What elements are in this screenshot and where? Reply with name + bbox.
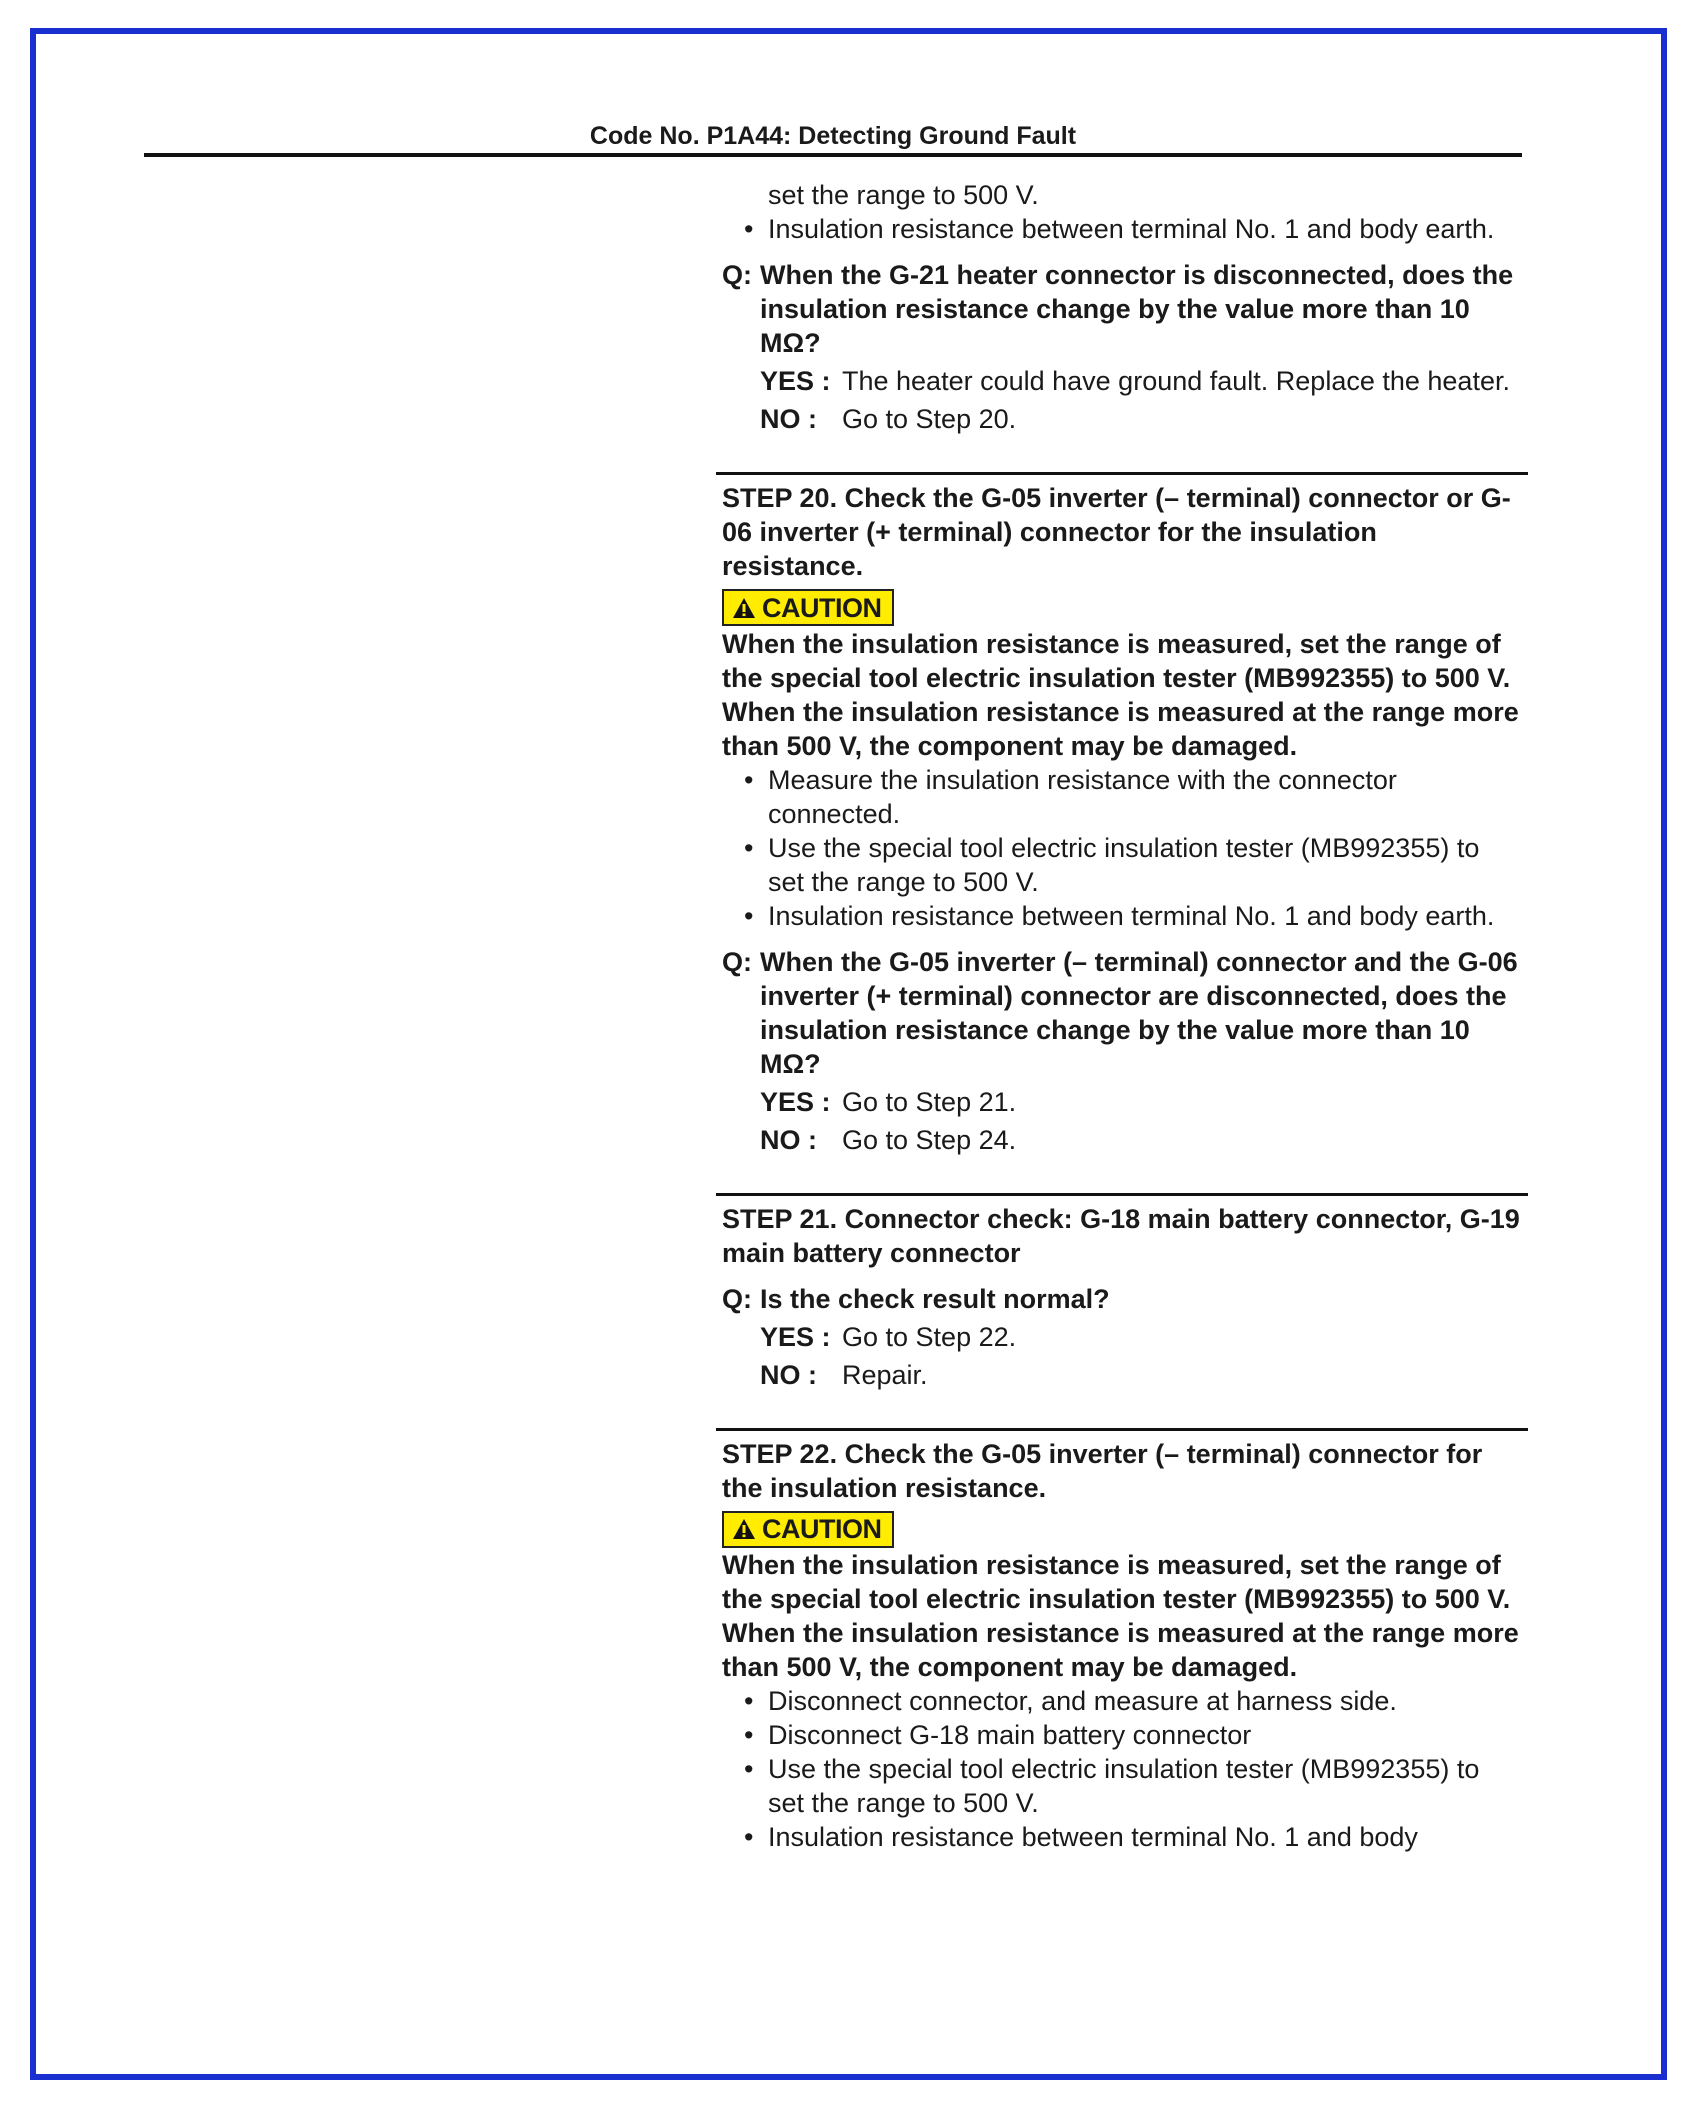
- question: [722, 1282, 1522, 1316]
- question: [722, 945, 1522, 1081]
- answer-key: NO :: [760, 1124, 817, 1155]
- continued-text: set the range to 500 V.: [768, 180, 1039, 210]
- caution-badge: [722, 589, 894, 626]
- answer-key: NO :: [760, 1359, 817, 1390]
- answer-text: Go to Step 24.: [842, 1124, 1017, 1155]
- answer-yes: [760, 1320, 1522, 1354]
- question-text: When the G-21 heater connector is disconnected, does the insulation resistance change by the value more than 10 MΩ?: [760, 260, 1514, 358]
- step-21-title: STEP 21. Connector check: G-18 main battery connector, G-19 main battery connector: [722, 1203, 1520, 1268]
- answer-yes: [760, 1085, 1522, 1119]
- step-divider: [716, 1428, 1528, 1431]
- list-item: • Disconnect connector, and measure at harness side.: [768, 1684, 1522, 1718]
- answer-no: [760, 1123, 1522, 1157]
- caution-label: CAUTION: [762, 592, 882, 623]
- list-item: • Insulation resistance between terminal No. 1 and body: [768, 1820, 1522, 1854]
- answer-text: Go to Step 21.: [842, 1086, 1017, 1117]
- question-label: Q:: [722, 1283, 752, 1314]
- answer-text: The heater could have ground fault. Replace the heater.: [842, 366, 1510, 396]
- list-item: • Measure the insulation resistance with the connector connected.: [768, 763, 1522, 831]
- step-20-title: STEP 20. Check the G-05 inverter (– terminal) connector or G-06 inverter (+ terminal) connector for the insulation resistance.: [722, 483, 1511, 581]
- answer-yes: [760, 364, 1522, 398]
- answer-text: Repair.: [842, 1359, 928, 1390]
- list-item: • Insulation resistance between terminal No. 1 and body earth.: [768, 212, 1522, 246]
- caution-badge: [722, 1511, 894, 1548]
- page-header-title: Code No. P1A44: Detecting Ground Fault: [589, 122, 1077, 150]
- main-column: [722, 178, 1522, 1854]
- list-item: • Use the special tool electric insulation tester (MB992355) to set the range to 500 V.: [768, 831, 1522, 899]
- header-rule: [144, 153, 1522, 157]
- answer-no: [760, 1358, 1522, 1392]
- step-22-bullet-list: [722, 1684, 1522, 1854]
- step-22-title: STEP 22. Check the G-05 inverter (– terminal) connector for the insulation resistance.: [722, 1438, 1483, 1503]
- answer-key: NO :: [760, 404, 817, 434]
- answer-text: Go to Step 20.: [842, 404, 1017, 434]
- answer-no: [760, 402, 1522, 436]
- answer-key: YES :: [760, 1086, 831, 1117]
- top-bullet-list: [722, 212, 1522, 246]
- step-divider: [716, 1193, 1528, 1196]
- list-item: • Disconnect G-18 main battery connector: [768, 1718, 1522, 1752]
- step-20-bullet-list: [722, 763, 1522, 933]
- question-text: Is the check result normal?: [760, 1283, 1110, 1314]
- answer-text: Go to Step 22.: [842, 1321, 1017, 1352]
- warning-triangle-icon: [732, 597, 756, 619]
- caution-label: CAUTION: [762, 1514, 882, 1544]
- question-text: When the G-05 inverter (– terminal) connector and the G-06 inverter (+ terminal) connector are disconnected, does the insulation resistance change by the value more than 10 MΩ?: [760, 946, 1518, 1079]
- list-item: • Insulation resistance between terminal No. 1 and body earth.: [768, 899, 1522, 933]
- question-label: Q:: [722, 260, 752, 290]
- question-label: Q:: [722, 946, 752, 977]
- question: [722, 258, 1522, 360]
- answer-key: YES :: [760, 366, 831, 396]
- caution-text: When the insulation resistance is measured, set the range of the special tool electric insulation tester (MB992355) to 500 V. When the insulation resistance is measured at the range more than 500 V, the component may be damaged.: [722, 1550, 1519, 1682]
- answer-key: YES :: [760, 1321, 831, 1352]
- caution-text: When the insulation resistance is measured, set the range of the special tool electric insulation tester (MB992355) to 500 V. When the insulation resistance is measured at the range more than 500 V, the component may be damaged.: [722, 628, 1519, 761]
- list-item: • Use the special tool electric insulation tester (MB992355) to set the range to 500 V.: [768, 1752, 1522, 1820]
- warning-triangle-icon: [732, 1518, 756, 1540]
- step-divider: [716, 472, 1528, 475]
